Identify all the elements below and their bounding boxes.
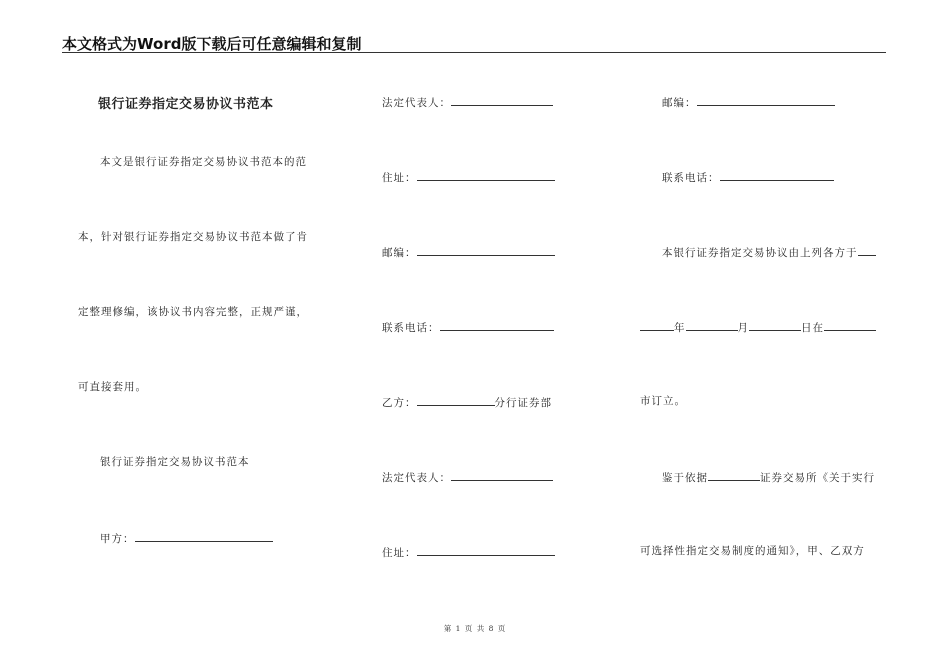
- year-label: 年: [674, 322, 686, 334]
- month-blank: [686, 319, 738, 331]
- document-header-title: 本文格式为Word版下载后可任意编辑和复制: [62, 35, 362, 53]
- agreement-place-line: 市订立。: [640, 395, 686, 407]
- address2-field: [382, 544, 555, 560]
- legal-rep-label: 法定代表人：: [382, 97, 451, 109]
- postcode-field: [382, 244, 555, 260]
- basis-suffix: 证券交易所《关于实行: [760, 472, 875, 484]
- party-a-label: 甲方：: [100, 533, 135, 545]
- party-a-field: [100, 530, 273, 546]
- intro-line-3: 定整理修编，该协议书内容完整，正规严谨，: [78, 306, 308, 318]
- intro-line-4: 可直接套用。: [78, 381, 147, 393]
- phone-blank: [440, 319, 554, 331]
- document-title: 银行证券指定交易协议书范本: [98, 97, 274, 112]
- postcode2-field: [662, 94, 835, 110]
- basis-line-1: [662, 469, 875, 485]
- basis-prefix: 鉴于依据: [662, 472, 708, 484]
- exchange-blank: [708, 469, 760, 481]
- address-blank: [417, 169, 555, 181]
- party-b-suffix: 分行证券部: [494, 397, 552, 409]
- legal-rep-field: [382, 94, 553, 110]
- postcode-blank: [417, 244, 555, 256]
- address-field: [382, 169, 555, 185]
- legal-rep-blank: [451, 94, 553, 106]
- agreement-text-1: 本银行证券指定交易协议由上列各方于: [662, 247, 858, 259]
- phone2-blank: [720, 169, 834, 181]
- day-label: 日在: [801, 322, 824, 334]
- column-left: [78, 0, 328, 672]
- page-footer: 第 1 页 共 8 页: [443, 624, 507, 633]
- phone2-field: [662, 169, 834, 185]
- legal-rep2-label: 法定代表人：: [382, 472, 451, 484]
- address2-blank: [417, 544, 555, 556]
- address2-label: 住址：: [382, 547, 417, 559]
- address-label: 住址：: [382, 172, 417, 184]
- month-label: 月: [737, 322, 749, 334]
- phone-field: [382, 319, 554, 335]
- basis-line-2: 可选择性指定交易制度的通知》，甲、乙双方: [640, 545, 865, 557]
- phone2-label: 联系电话：: [662, 172, 720, 184]
- phone-label: 联系电话：: [382, 322, 440, 334]
- agreement-subtitle: 银行证券指定交易协议书范本: [100, 456, 250, 468]
- year-blank: [640, 319, 674, 331]
- postcode2-blank: [697, 94, 835, 106]
- postcode2-label: 邮编：: [662, 97, 697, 109]
- place-blank: [824, 319, 876, 331]
- agreement-date-line-1: [662, 244, 876, 260]
- intro-line-1: 本文是银行证券指定交易协议书范本的范: [100, 156, 307, 168]
- intro-line-2: 本，针对银行证券指定交易协议书范本做了肯: [78, 231, 308, 243]
- postcode-label: 邮编：: [382, 247, 417, 259]
- party-b-field: [382, 394, 552, 410]
- legal-rep2-blank: [451, 469, 553, 481]
- agreement-party-blank: [858, 244, 876, 256]
- party-b-blank: [417, 394, 495, 406]
- agreement-date-line-2: [640, 319, 876, 335]
- party-a-blank: [135, 530, 273, 542]
- party-b-label: 乙方：: [382, 397, 417, 409]
- column-middle: [382, 0, 562, 672]
- legal-rep2-field: [382, 469, 553, 485]
- column-right: [640, 0, 890, 672]
- day-blank: [749, 319, 801, 331]
